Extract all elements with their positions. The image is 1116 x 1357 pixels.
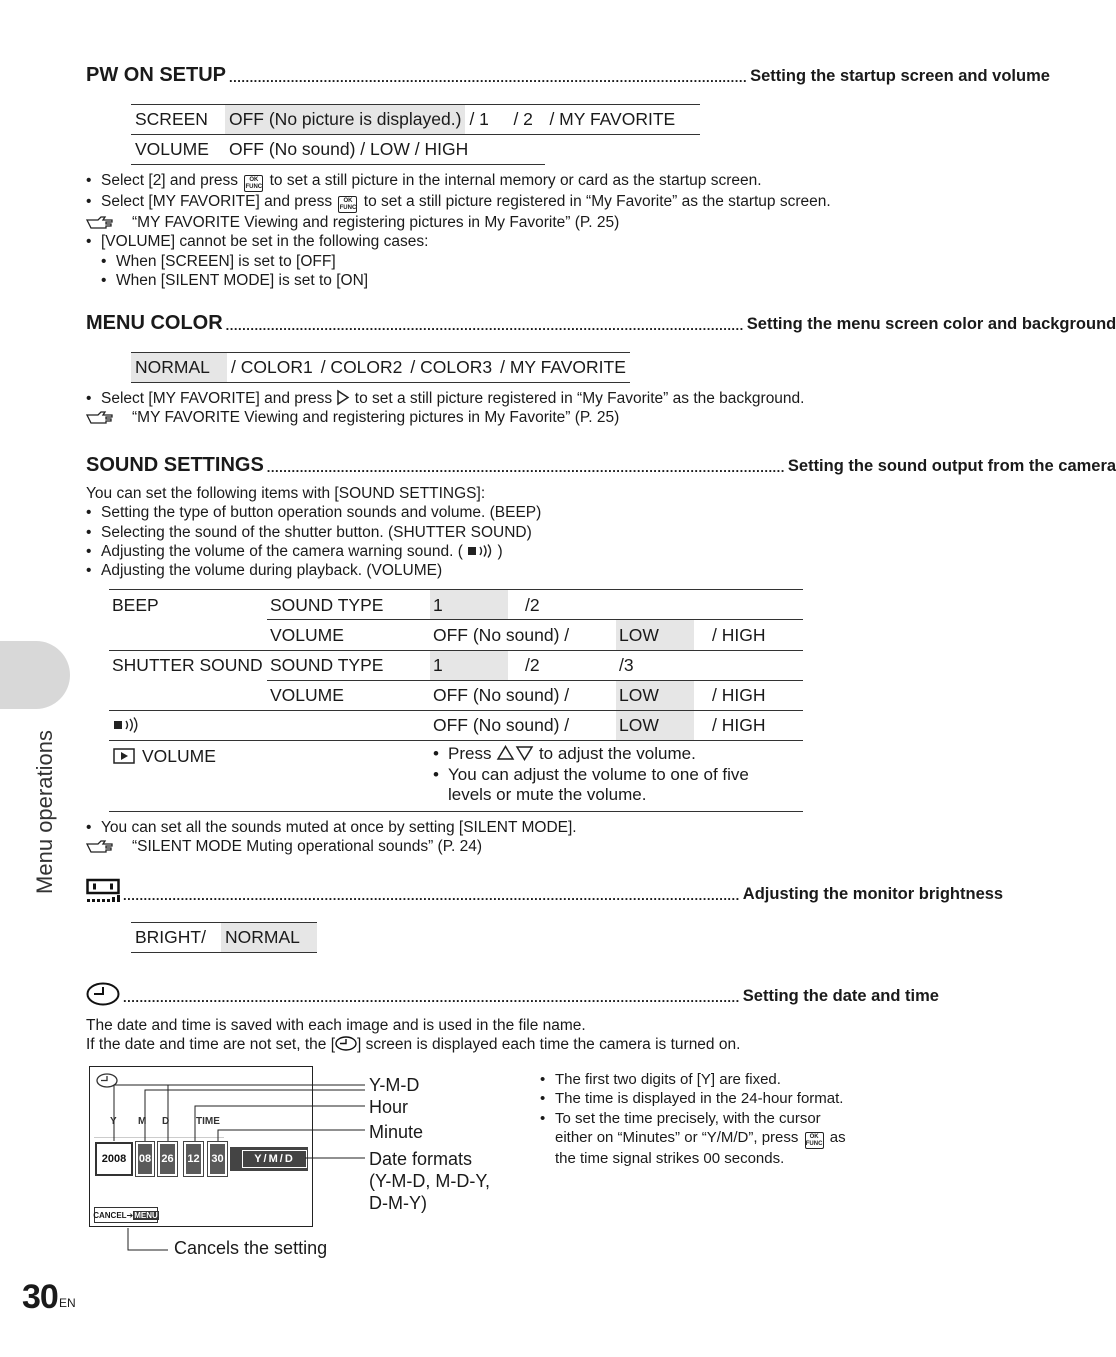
leader-dots: .............................................................................................................................. (229, 70, 748, 85)
list-item: • When [SILENT MODE] is set to [ON] (101, 271, 831, 290)
column-d: D (162, 1116, 170, 1127)
paragraph: If the date and time are not set, the [ ] screen is displayed each time the camera is turned on. (86, 1036, 741, 1054)
value-1: 1 (433, 595, 443, 615)
value-high: / HIGH (712, 625, 766, 645)
option-color1: / COLOR1 (227, 353, 317, 383)
section-subtitle: Setting the startup screen and volume (750, 67, 1050, 85)
menu-label: MENU (134, 1210, 158, 1220)
list-item: • Press to adjust the volume. (433, 744, 696, 763)
value-off: OFF (No sound) / (433, 625, 570, 645)
list-item: • To set the time precisely, with the cursor (540, 1109, 846, 1128)
date-format-field[interactable]: Y/M/D (242, 1150, 307, 1168)
ok-func-icon: OK FUNC (245, 177, 263, 190)
screen-1: / 1 (465, 105, 509, 135)
list-item-continued: either on “Minutes” or “Y/M/D”, press OK FUNC as (555, 1128, 846, 1147)
volume-values: OFF (No sound) / LOW / HIGH (225, 135, 545, 165)
ok-func-icon: OK FUNC (339, 198, 357, 211)
sound-type-label: SOUND TYPE (270, 655, 384, 675)
screen-label: SCREEN (131, 105, 225, 135)
list-item: • The time is displayed in the 24-hour format. (540, 1089, 846, 1108)
list-item: • You can adjust the volume to one of five (433, 764, 749, 784)
day-field[interactable]: 26 (158, 1142, 177, 1176)
section-title: PW ON SETUP (86, 64, 227, 86)
option-normal: NORMAL (221, 923, 317, 953)
leader-dots: ...................................................................................................................................................... (123, 990, 740, 1005)
list-item-continued: the time signal strikes 00 seconds. (555, 1149, 785, 1167)
side-tab (0, 641, 70, 709)
hour-field[interactable]: 12 (184, 1142, 203, 1176)
leader-dots: .............................................................................................................................. (266, 460, 785, 475)
value-low: LOW (619, 715, 659, 735)
value-low: LOW (619, 685, 659, 705)
value-off: OFF (No sound) / (433, 715, 570, 735)
intro-text: You can set the following items with [SOUND SETTINGS]: (86, 485, 486, 502)
arrow-icon: ➔ (126, 1210, 134, 1220)
paragraph: The date and time is saved with each image and is used in the file name. (86, 1017, 586, 1034)
reference-line: “MY FAVORITE Viewing and registering pictures in My Favorite” (P. 25) (86, 408, 804, 427)
shutter-sound-label: SHUTTER SOUND (112, 655, 263, 675)
minute-field[interactable]: 30 (208, 1142, 227, 1176)
list-item-continued: levels or mute the volume. (448, 785, 647, 804)
section-subtitle: Setting the date and time (742, 987, 939, 1005)
option-color3: / COLOR3 (406, 353, 496, 383)
volume-label: VOLUME (270, 625, 344, 645)
value-low: LOW (619, 625, 659, 645)
list-item: • Select [MY FAVORITE] and press OK FUNC to set a still picture registered in “My Favorite” as the startup screen. (86, 192, 831, 213)
callout-ymd: Y-M-D (369, 1075, 420, 1095)
option-normal: NORMAL (131, 353, 227, 383)
option-color2: / COLOR2 (317, 353, 407, 383)
callout-hour: Hour (369, 1097, 409, 1117)
callout-date-formats: Date formats (Y-M-D, M-D-Y, D-M-Y) (369, 1149, 490, 1213)
beep-label: BEEP (112, 595, 159, 615)
list-item: • Selecting the sound of the shutter button. (SHUTTER SOUND) (86, 523, 541, 542)
screen-2: / 2 (509, 105, 545, 135)
list-item: • Select [MY FAVORITE] and press to set a still picture registered in “My Favorite” as the background. (86, 389, 804, 408)
section-subtitle: Setting the menu screen color and background (746, 315, 1116, 333)
section-title: SOUND SETTINGS (86, 454, 264, 476)
sound-type-label: SOUND TYPE (270, 595, 384, 615)
value-2: /2 (525, 655, 540, 675)
list-item: • Setting the type of button operation sounds and volume. (BEEP) (86, 503, 541, 522)
list-item: • [VOLUME] cannot be set in the following cases: (86, 232, 831, 251)
page-language: EN (59, 1296, 76, 1310)
ok-func-icon: OK FUNC (805, 1133, 823, 1147)
page-number: 30 (22, 1278, 58, 1316)
list-item: • When [SCREEN] is set to [OFF] (101, 252, 831, 271)
list-item: • Select [2] and press OK FUNC to set a still picture in the internal memory or card as the startup screen. (86, 171, 831, 192)
reference-line: “SILENT MODE Muting operational sounds” (P. 24) (86, 837, 577, 856)
column-time: TIME (196, 1116, 220, 1127)
value-1: 1 (433, 655, 443, 675)
volume-label: VOLUME (131, 135, 225, 165)
value-2: /2 (525, 595, 540, 615)
section-subtitle: Setting the sound output from the camera (787, 457, 1116, 475)
column-y: Y (110, 1116, 117, 1127)
leader-dots: ...................................................................................................................................................... (123, 888, 740, 903)
column-m: M (138, 1116, 147, 1127)
cancel-label: CANCEL (93, 1210, 127, 1220)
value-off: OFF (No sound) / (433, 685, 570, 705)
month-field[interactable]: 08 (136, 1142, 154, 1176)
list-item: • You can set all the sounds muted at once by setting [SILENT MODE]. (86, 818, 577, 837)
list-item: • Adjusting the volume of the camera warning sound. ( ) (86, 542, 541, 561)
list-item: • The first two digits of [Y] are fixed. (540, 1070, 846, 1089)
screen-favorite: / MY FAVORITE (545, 105, 700, 135)
year-field[interactable]: 2008 (95, 1142, 133, 1176)
callout-minute: Minute (369, 1122, 424, 1142)
list-item: • Adjusting the volume during playback. (VOLUME) (86, 561, 541, 580)
screen-off: OFF (No picture is displayed.) (225, 105, 465, 135)
date-time-notes (540, 1070, 846, 1168)
callout-cancel: Cancels the setting (174, 1238, 328, 1258)
value-high: / HIGH (712, 685, 766, 705)
value-3: /3 (619, 655, 634, 675)
option-bright: BRIGHT/ (131, 923, 221, 953)
reference-line: “MY FAVORITE Viewing and registering pictures in My Favorite” (P. 25) (86, 213, 831, 232)
option-my-favorite: / MY FAVORITE (496, 353, 630, 383)
value-high: / HIGH (712, 715, 766, 735)
playback-volume-label: VOLUME (142, 746, 216, 766)
leader-dots: .............................................................................................................................. (225, 318, 744, 333)
section-subtitle: Adjusting the monitor brightness (742, 885, 1004, 903)
volume-label: VOLUME (270, 685, 344, 705)
side-tab-label: Menu operations (32, 730, 57, 894)
section-title: MENU COLOR (86, 312, 223, 334)
